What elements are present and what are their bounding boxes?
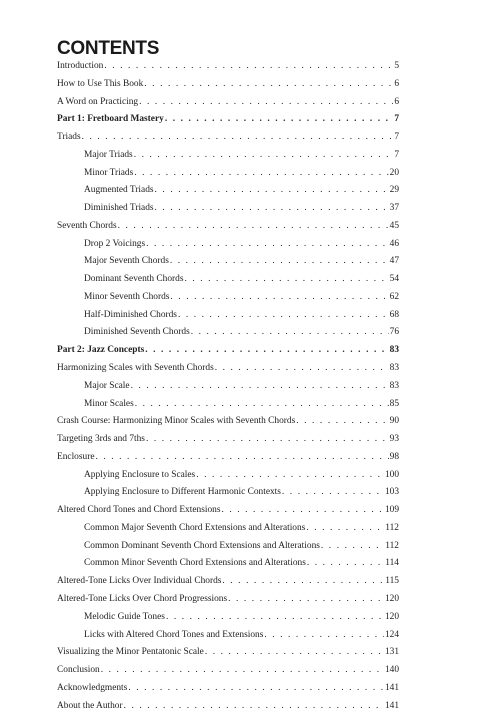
toc-page-number: 68 — [389, 309, 399, 320]
toc-subentry — [57, 236, 399, 254]
toc-page-number: 83 — [389, 345, 399, 356]
toc-entry-label: Applying Enclosure to Scales — [84, 469, 196, 480]
toc-entry-label: Part 2: Jazz Concepts — [57, 345, 145, 356]
toc-subentry — [57, 609, 399, 627]
toc-entry-label: Targeting 3rds and 7ths — [57, 434, 145, 445]
toc-subentry — [57, 200, 399, 218]
dot-leader — [134, 165, 388, 183]
toc-page-number: 120 — [384, 593, 399, 604]
toc-page-number: 115 — [385, 576, 399, 587]
toc-subentry — [57, 467, 399, 485]
dot-leader — [307, 555, 384, 573]
toc-subentry — [57, 147, 399, 165]
toc-page-number: 141 — [384, 682, 399, 693]
toc-subentry — [57, 555, 399, 573]
toc-page-number: 83 — [389, 380, 399, 391]
toc-page-number: 120 — [384, 611, 399, 622]
toc-page-number: 112 — [385, 522, 399, 533]
toc-page-number: 7 — [394, 132, 399, 143]
dot-leader — [165, 111, 393, 129]
toc-entry — [57, 591, 399, 609]
toc-subentry — [57, 378, 399, 396]
dot-leader — [196, 467, 384, 485]
toc-entry-label: Seventh Chords — [57, 220, 117, 231]
toc-page-number: 6 — [394, 78, 399, 89]
toc-page-number: 62 — [389, 291, 399, 302]
toc-page-number: 46 — [389, 238, 399, 249]
dot-leader — [321, 538, 384, 556]
toc-page-number: 131 — [384, 647, 399, 658]
toc-entry-label: Major Scale — [84, 380, 130, 391]
toc-subentry — [57, 253, 399, 271]
toc-page-number: 6 — [394, 96, 399, 107]
dot-leader — [82, 129, 394, 147]
dot-leader — [166, 609, 384, 627]
toc-entry — [57, 218, 399, 236]
toc-entry-label: Half-Diminished Chords — [84, 309, 177, 320]
dot-leader — [221, 502, 383, 520]
toc-entry-label: Acknowledgments — [57, 682, 128, 693]
toc-subentry — [57, 324, 399, 342]
toc-page-number: 54 — [389, 274, 399, 285]
toc-entry-label: Melodic Guide Tones — [84, 611, 165, 622]
toc-entry-label: Major Seventh Chords — [84, 256, 169, 267]
dot-leader — [146, 431, 389, 449]
dot-leader — [170, 253, 389, 271]
toc-subentry — [57, 307, 399, 325]
toc-subentry — [57, 182, 399, 200]
toc-entry-label: Applying Enclosure to Different Harmonic Contexts — [84, 487, 281, 498]
toc-entry-label: Altered-Tone Licks Over Individual Chords — [57, 576, 222, 587]
toc-entry — [57, 360, 399, 378]
toc-page-number: 85 — [389, 398, 399, 409]
dot-leader — [128, 680, 384, 698]
toc-entry — [57, 76, 399, 94]
dot-leader — [191, 324, 389, 342]
toc-entry-label: Major Triads — [84, 149, 133, 160]
toc-part-heading — [57, 111, 399, 129]
toc-entry-label: Crash Course: Harmonizing Minor Scales with Seventh Chords — [57, 416, 296, 427]
toc-entry — [57, 573, 399, 591]
toc-page-number: 140 — [384, 665, 399, 676]
toc-entry-label: Minor Triads — [84, 167, 134, 178]
toc-entry — [57, 413, 399, 431]
toc-page-number: 29 — [389, 185, 399, 196]
toc-entry-label: Altered Chord Tones and Chord Extensions — [57, 505, 221, 516]
dot-leader — [306, 520, 384, 538]
toc-subentry — [57, 289, 399, 307]
toc-entry-label: Drop 2 Voicings — [84, 238, 146, 249]
dot-leader — [145, 342, 388, 360]
dot-leader — [139, 94, 393, 112]
toc-entry-label: Harmonizing Scales with Seventh Chords — [57, 363, 214, 374]
toc-entry — [57, 129, 399, 147]
toc-entry-label: Minor Seventh Chords — [84, 291, 170, 302]
toc-page-number: 90 — [389, 416, 399, 427]
dot-leader — [228, 591, 384, 609]
toc-entry — [57, 644, 399, 662]
toc-entry-label: Altered-Tone Licks Over Chord Progressions — [57, 593, 228, 604]
toc-entry-label: A Word on Practicing — [57, 96, 139, 107]
toc-entry — [57, 698, 399, 715]
toc-page-number: 76 — [389, 327, 399, 338]
toc-page-number: 47 — [389, 256, 399, 267]
toc-entry-label: Conclusion — [57, 665, 100, 676]
dot-leader — [144, 76, 393, 94]
table-of-contents — [57, 58, 399, 715]
toc-subentry — [57, 538, 399, 556]
dot-leader — [96, 449, 389, 467]
dot-leader — [296, 413, 388, 431]
dot-leader — [134, 147, 394, 165]
toc-page-number: 109 — [384, 505, 399, 516]
toc-entry-label: Licks with Altered Chord Tones and Extensions — [84, 629, 264, 640]
toc-entry-label: Diminished Seventh Chords — [84, 327, 190, 338]
toc-entry-label: Common Major Seventh Chord Extensions and Alterations — [84, 522, 306, 533]
dot-leader — [155, 182, 389, 200]
toc-part-heading — [57, 342, 399, 360]
toc-page-number: 20 — [389, 167, 399, 178]
dot-leader — [215, 360, 389, 378]
toc-page-number: 7 — [394, 114, 399, 125]
dot-leader — [170, 289, 388, 307]
dot-leader — [264, 627, 384, 645]
toc-subentry — [57, 396, 399, 414]
toc-page-number: 112 — [385, 540, 399, 551]
toc-subentry — [57, 165, 399, 183]
dot-leader — [184, 271, 388, 289]
dot-leader — [118, 218, 389, 236]
toc-page-number: 98 — [389, 451, 399, 462]
toc-page-number: 93 — [389, 434, 399, 445]
dot-leader — [124, 698, 384, 715]
toc-subentry — [57, 520, 399, 538]
toc-page-number: 7 — [394, 149, 399, 160]
toc-entry — [57, 680, 399, 698]
toc-page-number: 37 — [389, 203, 399, 214]
toc-entry — [57, 502, 399, 520]
dot-leader — [104, 58, 393, 76]
dot-leader — [282, 484, 384, 502]
toc-entry-label: Diminished Triads — [84, 203, 154, 214]
dot-leader — [101, 662, 384, 680]
toc-entry-label: Triads — [57, 132, 81, 143]
toc-entry — [57, 662, 399, 680]
toc-page-number: 124 — [384, 629, 399, 640]
toc-entry-label: Augmented Triads — [84, 185, 154, 196]
toc-subentry — [57, 484, 399, 502]
dot-leader — [131, 378, 389, 396]
toc-entry — [57, 94, 399, 112]
toc-entry-label: Dominant Seventh Chords — [84, 274, 184, 285]
dot-leader — [222, 573, 384, 591]
toc-entry-label: Introduction — [57, 61, 104, 71]
toc-entry-label: Enclosure — [57, 451, 95, 462]
toc-entry-label: Part 1: Fretboard Mastery — [57, 114, 164, 125]
toc-page-number: 83 — [389, 363, 399, 374]
dot-leader — [135, 396, 389, 414]
toc-subentry — [57, 271, 399, 289]
dot-leader — [155, 200, 389, 218]
toc-page-number: 45 — [389, 220, 399, 231]
dot-leader — [205, 644, 384, 662]
toc-entry — [57, 58, 399, 76]
toc-page-number: 114 — [385, 558, 399, 569]
toc-entry-label: Common Dominant Seventh Chord Extensions and Alterations — [84, 540, 320, 551]
dot-leader — [178, 307, 389, 325]
toc-subentry — [57, 627, 399, 645]
toc-page-number: 100 — [384, 469, 399, 480]
toc-entry-label: Visualizing the Minor Pentatonic Scale — [57, 647, 204, 658]
toc-entry-label: Common Minor Seventh Chord Extensions and Alterations — [84, 558, 306, 569]
toc-page-number: 103 — [384, 487, 399, 498]
toc-entry-label: About the Author — [57, 700, 123, 711]
toc-page-number: 141 — [384, 700, 399, 711]
toc-entry-label: How to Use This Book — [57, 78, 144, 89]
page-title: CONTENTS — [57, 38, 160, 59]
toc-entry — [57, 431, 399, 449]
toc-page-number: 5 — [394, 61, 399, 71]
dot-leader — [146, 236, 389, 254]
toc-entry — [57, 449, 399, 467]
toc-entry-label: Minor Scales — [84, 398, 134, 409]
